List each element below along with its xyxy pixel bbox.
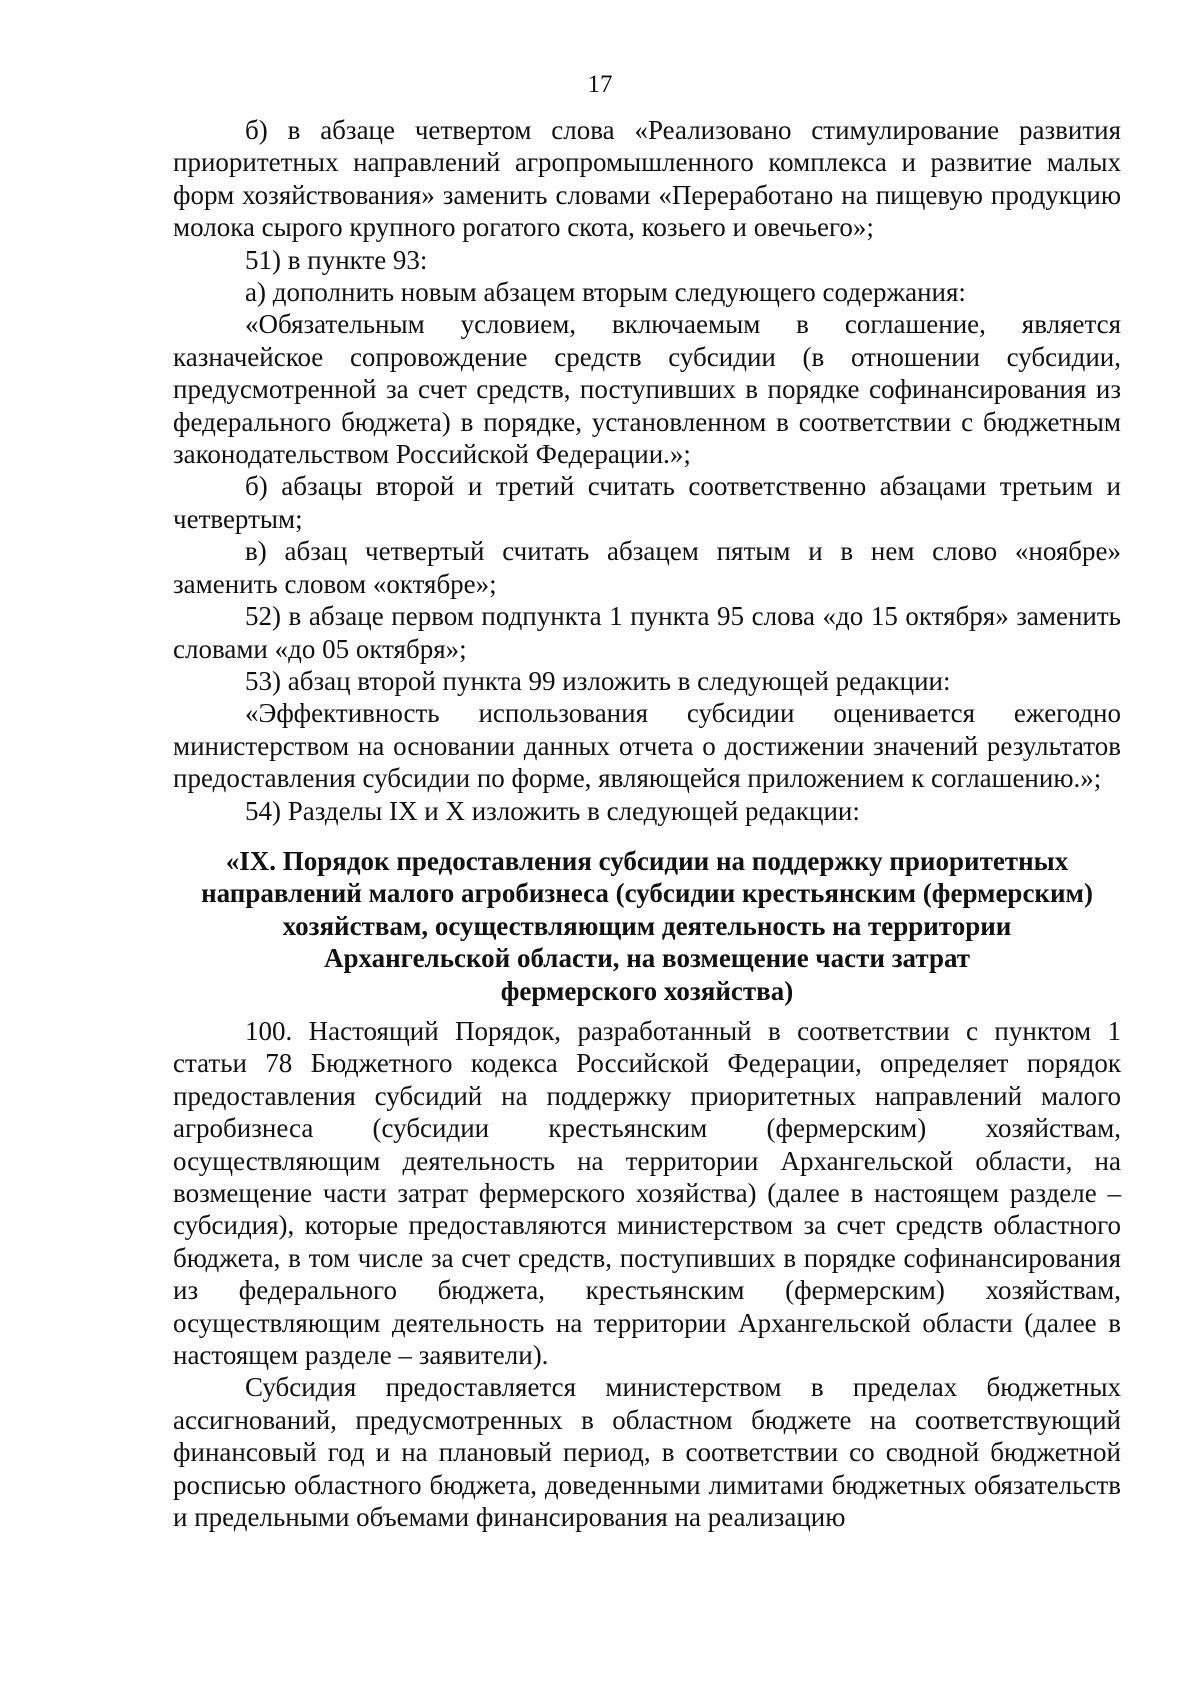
paragraph-51-v: в) абзац четвертый считать абзацем пятым и в нем слово «ноябре» заменить словом «октябре»; xyxy=(173,536,1121,599)
paragraph-53-quote: «Эффективность использования субсидии оценивается ежегодно министерством на основании данных отчета о достижении значений результатов предоставления субсидии по форме, являющейся приложением к соглашению.»; xyxy=(173,698,1121,794)
document-body xyxy=(173,114,1121,1533)
section-heading-line: направлений малого агробизнеса (субсидии крестьянским (фермерским) xyxy=(201,878,1093,909)
section-heading-line: Архангельской области, на возмещение части затрат xyxy=(323,943,971,974)
section-heading xyxy=(173,845,1121,1007)
section-heading-line: фермерского хозяйства) xyxy=(500,975,794,1006)
paragraph-item-53: 53) абзац второй пункта 99 изложить в следующей редакции: xyxy=(245,665,951,696)
section-heading-line: «IX. Порядок предоставления субсидии на поддержку приоритетных xyxy=(225,845,1069,876)
paragraph-51-a-quote: «Обязательным условием, включаемым в соглашение, является казначейское сопровождение средств субсидии (в отношении субсидии, предусмотренной за счет средств, поступивших в порядке софинансирования из федерального бюджета) в порядке, установленном в соответствии с бюджетным законодательством Российской Федерации.»; xyxy=(173,309,1121,470)
paragraph-51-b: б) абзацы второй и третий считать соответственно абзацами третьим и четвертым; xyxy=(173,471,1121,534)
paragraph-subsidy-limits: Субсидия предоставляется министерством в пределах бюджетных ассигнований, предусмотренных в областном бюджете на соответствующий финансовый год и на плановый период, в соответствии со сводной бюджетной росписью областного бюджета, доведенными лимитами бюджетных обязательств и предельными объемами финансирования на реализацию xyxy=(173,1372,1121,1533)
paragraph-item-52: 52) в абзаце первом подпункта 1 пункта 95 слова «до 15 октября» заменить словами «до 05 октября»; xyxy=(173,601,1121,664)
paragraph-51-a: а) дополнить новым абзацем вторым следующего содержания: xyxy=(245,277,966,308)
paragraph-item-100: 100. Настоящий Порядок, разработанный в соответствии с пунктом 1 статьи 78 Бюджетного кодекса Российской Федерации, определяет порядок предоставления субсидий на поддержку приоритетных направлений малого агробизнеса (субсидии крестьянским (фермерским) хозяйствам, осуществляющим деятельность на территории Архангельской области, на возмещение части затрат фермерского хозяйства) (далее в настоящем разделе – субсидия), которые предоставляются министерством за счет средств областного бюджета, в том числе за счет средств, поступивших в порядке софинансирования из федерального бюджета, крестьянским (фермерским) хозяйствам, осуществляющим деятельность на территории Архангельской области (далее в настоящем разделе – заявители). xyxy=(173,1015,1121,1371)
page-number: 17 xyxy=(587,71,613,98)
paragraph-item-51: 51) в пункте 93: xyxy=(245,244,428,275)
paragraph-b-abzac-chetvertyi: б) в абзаце четвертом слова «Реализовано стимулирование развития приоритетных направлений агропромышленного комплекса и развитие малых форм хозяйствования» заменить словами «Переработано на пищевую продукцию молока сырого крупного рогатого скота, козьего и овечьего»; xyxy=(173,115,1121,243)
section-heading-line: хозяйствам, осуществляющим деятельность на территории xyxy=(282,910,1012,941)
paragraph-item-54: 54) Разделы IX и X изложить в следующей редакции: xyxy=(245,795,860,826)
